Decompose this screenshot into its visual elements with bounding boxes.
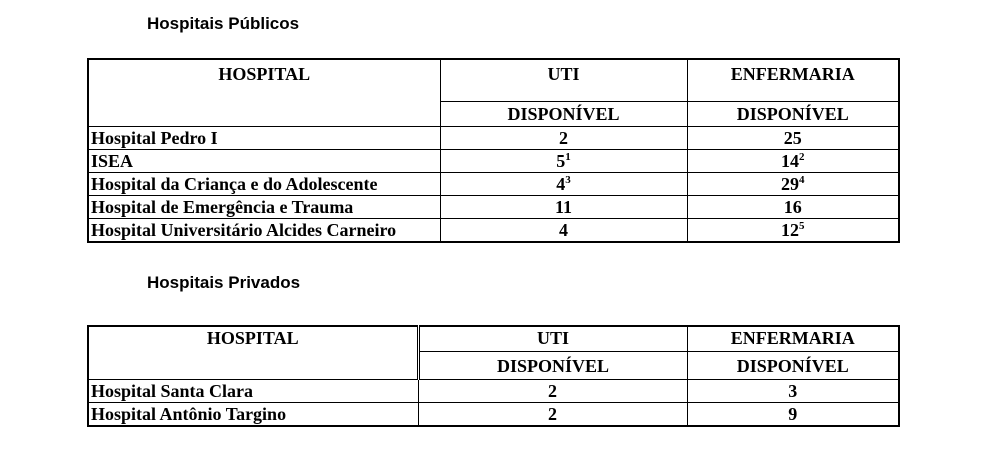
uti-value: 5 bbox=[556, 151, 566, 171]
table-row bbox=[88, 150, 899, 173]
enfermaria-cell: 9 bbox=[687, 403, 899, 427]
hospital-name-cell: Hospital Santa Clara bbox=[88, 380, 418, 403]
section-title-public: Hospitais Públicos bbox=[147, 14, 300, 33]
enfermaria-value: 14 bbox=[781, 151, 799, 171]
uti-cell bbox=[440, 219, 687, 243]
table-row bbox=[88, 380, 899, 403]
footnote-marker: 2 bbox=[799, 151, 805, 163]
hospital-name-cell: Hospital de Emergência e Trauma bbox=[88, 196, 440, 219]
hospital-name-cell: ISEA bbox=[88, 150, 440, 173]
table-row bbox=[88, 127, 899, 150]
uti-column-header: UTI bbox=[440, 59, 687, 102]
uti-cell bbox=[440, 127, 687, 150]
hospital-name-cell: Hospital da Criança e do Adolescente bbox=[88, 173, 440, 196]
enfermaria-cell bbox=[687, 196, 899, 219]
uti-cell: 2 bbox=[418, 380, 687, 403]
footnote-marker: 5 bbox=[799, 220, 805, 232]
uti-cell bbox=[440, 150, 687, 173]
section-title-private: Hospitais Privados bbox=[147, 273, 301, 292]
private-hospitals-table bbox=[87, 325, 900, 427]
enfermaria-subheader: DISPONÍVEL bbox=[687, 352, 899, 380]
hospital-column-header: HOSPITAL bbox=[88, 59, 440, 127]
uti-value: 4 bbox=[559, 220, 568, 240]
uti-subheader: DISPONÍVEL bbox=[418, 352, 687, 380]
footnote-marker: 1 bbox=[565, 151, 571, 163]
hospital-name-cell: Hospital Universitário Alcides Carneiro bbox=[88, 219, 440, 243]
enfermaria-cell bbox=[687, 127, 899, 150]
uti-value: 2 bbox=[559, 128, 568, 148]
enfermaria-column-header: ENFERMARIA bbox=[687, 326, 899, 352]
enfermaria-value: 25 bbox=[783, 128, 802, 148]
enfermaria-value: 29 bbox=[781, 174, 799, 194]
hospital-column-header: HOSPITAL bbox=[88, 326, 418, 380]
uti-value: 11 bbox=[554, 197, 572, 217]
enfermaria-cell bbox=[687, 173, 899, 196]
table-header-row bbox=[88, 59, 899, 102]
footnote-marker: 4 bbox=[799, 174, 805, 186]
uti-value: 4 bbox=[556, 174, 566, 194]
hospital-name-cell: Hospital Pedro I bbox=[88, 127, 440, 150]
enfermaria-value: 16 bbox=[783, 197, 802, 217]
enfermaria-value: 12 bbox=[781, 220, 799, 240]
uti-cell bbox=[440, 173, 687, 196]
uti-column-header: UTI bbox=[418, 326, 687, 352]
enfermaria-column-header: ENFERMARIA bbox=[687, 59, 899, 102]
enfermaria-subheader: DISPONÍVEL bbox=[687, 102, 899, 127]
enfermaria-cell bbox=[687, 219, 899, 243]
hospital-name-cell: Hospital Antônio Targino bbox=[88, 403, 418, 427]
table-header-row bbox=[88, 326, 899, 352]
table-row bbox=[88, 196, 899, 219]
uti-cell: 2 bbox=[418, 403, 687, 427]
public-hospitals-table bbox=[87, 58, 900, 243]
table-row bbox=[88, 403, 899, 427]
table-row bbox=[88, 173, 899, 196]
table-row bbox=[88, 219, 899, 243]
enfermaria-cell: 3 bbox=[687, 380, 899, 403]
uti-cell bbox=[440, 196, 687, 219]
footnote-marker: 3 bbox=[565, 174, 571, 186]
uti-subheader: DISPONÍVEL bbox=[440, 102, 687, 127]
enfermaria-cell bbox=[687, 150, 899, 173]
